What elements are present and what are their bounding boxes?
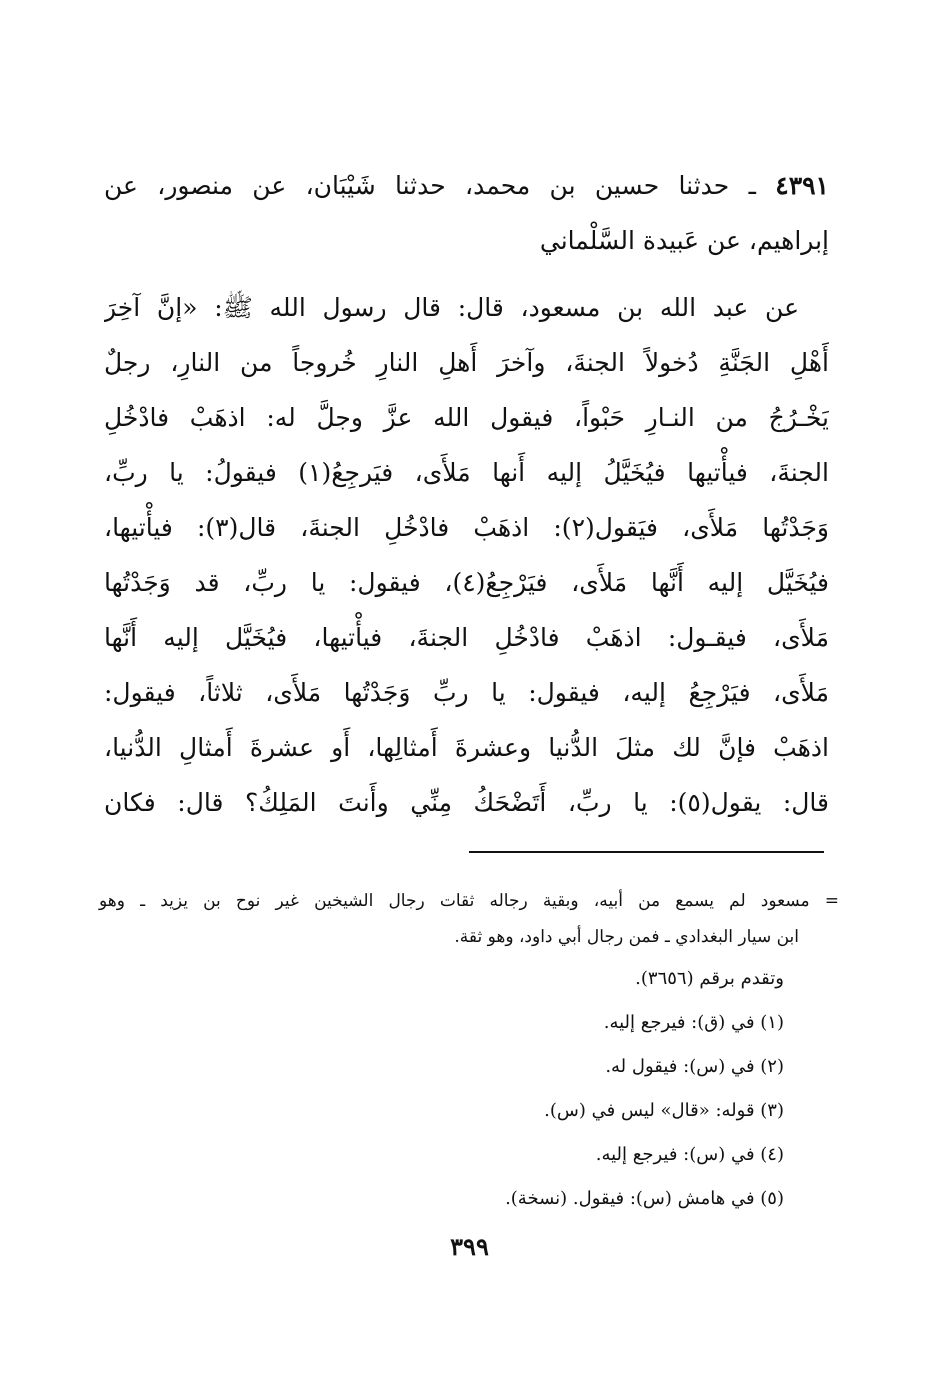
hadith-line-11: اذهَبْ فإنَّ لك مثلَ الدُّنيا وعشرةَ أَمثالِها، أَو عشرةَ أَمثالِ الدُّنيا، bbox=[104, 733, 829, 762]
hadith-text bbox=[104, 158, 829, 830]
hadith-line-3: عن عبد الله بن مسعود، قال: قال رسول الله ﷺ: «إنَّ آخِرَ bbox=[104, 293, 799, 322]
footnote-continuation-1: = مسعود لم يسمع من أبيه، وبقية رجاله ثقات رجال الشيخين غير نوح بن يزيد ـ وهو bbox=[99, 891, 839, 911]
paragraph-gap bbox=[104, 268, 829, 280]
footnote-continuation-2: ابن سيار البغدادي ـ فمن رجال أبي داود، وهو ثقة. bbox=[454, 927, 799, 947]
hadith-line-5: يَخْـرُجُ من النـارِ حَبْواً، فيقول الله عزَّ وجلَّ له: اذهَبْ فادْخُلِ bbox=[104, 403, 829, 432]
hadith-line-2: إبراهيم، عن عَبيدة السَّلْماني bbox=[539, 226, 829, 255]
footnote-4: (٤) في (س): فيرجع إليه. bbox=[595, 1144, 784, 1165]
hadith-line-10: مَلأَى، فيَرْجِعُ إليه، فيقول: يا ربِّ وَجَدْتُها مَلأَى، ثلاثاً، فيقول: bbox=[104, 678, 829, 707]
hadith-line-9: مَلأَى، فيقـول: اذهَبْ فادْخُلِ الجنةَ، فيأْتيها، فيُخَيَّل إليه أَنَّها bbox=[104, 623, 829, 652]
footnotes bbox=[99, 884, 839, 1226]
footnote-5: (٥) في هامش (س): فيقول. (نسخة). bbox=[505, 1188, 784, 1209]
hadith-line-7: وَجَدْتُها مَلأَى، فيَقول(٢): اذهَبْ فادْخُلِ الجنةَ، قال(٣): فيأْتيها، bbox=[104, 513, 829, 542]
hadith-line-8: فيُخَيَّل إليه أَنَّها مَلأَى، فيَرْجِعُ(٤)، فيقول: يا ربِّ، قد وَجَدْتُها bbox=[104, 568, 829, 597]
footnote-1: (١) في (ق): فيرجع إليه. bbox=[603, 1012, 784, 1033]
hadith-line-1 bbox=[104, 158, 829, 213]
footnote-cross-reference: وتقدم برقم (٣٦٥٦). bbox=[635, 968, 784, 989]
footnote-3: (٣) قوله: «قال» ليس في (س). bbox=[544, 1100, 784, 1121]
footnote-2: (٢) في (س): فيقول له. bbox=[605, 1056, 784, 1077]
hadith-line-12: قال: يقول(٥): يا ربِّ، أَتَضْحَكُ مِنِّي وأَنتَ المَلِكُ؟ قال: فكان bbox=[104, 788, 829, 817]
hadith-isnad-start: ـ حدثنا حسين بن محمد، حدثنا شَيْبَان، عن منصور، عن bbox=[104, 171, 756, 200]
footnote-separator bbox=[469, 851, 824, 853]
hadith-number: ٤٣٩١ bbox=[775, 171, 829, 200]
hadith-line-6: الجنةَ، فيأْتيها فيُخَيَّلُ إليه أَنها مَلأَى، فيَرجِعُ(١) فيقولُ: يا ربِّ، bbox=[104, 458, 829, 487]
page-number: ٣٩٩ bbox=[450, 1232, 489, 1261]
hadith-line-4: أَهْلِ الجَنَّةِ دُخولاً الجنةَ، وآخرَ أَهلِ النارِ خُروجاً من النارِ، رجلٌ bbox=[104, 348, 829, 377]
